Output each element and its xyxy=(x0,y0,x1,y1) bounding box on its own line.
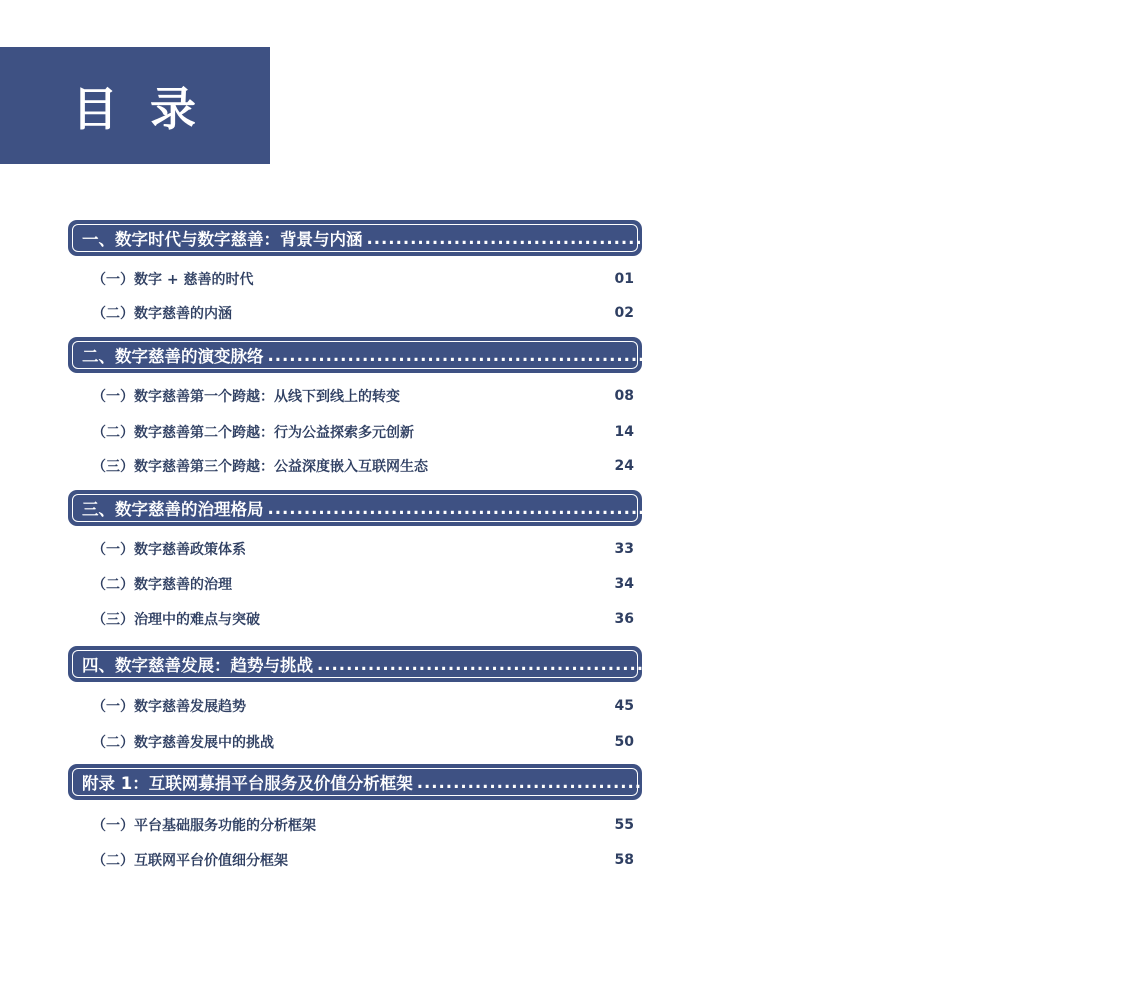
toc-leader-dots: .............................................................................................. xyxy=(366,228,1050,248)
toc-leader-dots: .............................................................................................. xyxy=(416,772,1100,792)
toc-section-2[interactable] xyxy=(68,337,979,373)
toc-item-label: （三）治理中的难点与突破 xyxy=(92,612,260,628)
toc-item-page: 58 xyxy=(614,852,634,868)
toc-item-2-2[interactable] xyxy=(92,419,634,445)
toc-item-label: （一）平台基础服务功能的分析框架 xyxy=(92,818,316,834)
toc-leader-dots: .............................................................................................. xyxy=(267,345,951,365)
toc-item-label: （一）数字慈善发展趋势 xyxy=(92,699,246,715)
toc-item-page: 34 xyxy=(614,576,634,592)
toc-section-1[interactable] xyxy=(68,220,1078,256)
toc-item-2-1[interactable] xyxy=(92,383,634,409)
toc-section-page: 45 xyxy=(1004,654,1028,674)
toc-item-page: 02 xyxy=(614,305,634,321)
toc-item-page: 14 xyxy=(614,424,634,440)
toc-section-label: 附录 1：互联网募捐平台服务及价值分析框架 xyxy=(82,774,413,793)
toc-item-label: （一）数字 + 慈善的时代 xyxy=(92,272,254,288)
toc-item-3-2[interactable] xyxy=(92,571,634,597)
toc-section-page: 33 xyxy=(954,498,979,518)
toc-item-4-2[interactable] xyxy=(92,729,634,755)
toc-item-label: （一）数字慈善政策体系 xyxy=(92,542,246,558)
toc-item-3-1[interactable] xyxy=(92,536,634,562)
toc-section-page: 01 xyxy=(1053,228,1078,248)
toc-item-page: 45 xyxy=(614,698,634,714)
toc-section-appendix[interactable] xyxy=(68,764,1128,800)
toc-item-5-1[interactable] xyxy=(92,812,634,838)
toc-item-4-1[interactable] xyxy=(92,693,634,719)
toc-item-page: 08 xyxy=(614,388,634,404)
toc-item-label: （二）互联网平台价值细分框架 xyxy=(92,853,288,869)
toc-item-page: 36 xyxy=(614,611,634,627)
toc-section-page: 55 xyxy=(1103,772,1128,792)
toc-leader-dots: .............................................................................................. xyxy=(317,654,1001,674)
toc-item-page: 24 xyxy=(614,458,634,474)
toc-item-5-2[interactable] xyxy=(92,847,634,873)
page-title: 目录 xyxy=(72,81,228,136)
toc-section-page: 07 xyxy=(954,345,979,365)
toc-section-label: 一、数字时代与数字慈善：背景与内涵 xyxy=(82,230,363,249)
toc-section-label: 三、数字慈善的治理格局 xyxy=(82,500,264,519)
toc-item-2-3[interactable] xyxy=(92,453,634,479)
toc-item-label: （二）数字慈善的治理 xyxy=(92,577,232,593)
toc-section-3[interactable] xyxy=(68,490,979,526)
toc-item-page: 33 xyxy=(614,541,634,557)
toc-leader-dots: .............................................................................................. xyxy=(267,498,951,518)
toc-item-page: 50 xyxy=(614,734,634,750)
toc-item-label: （三）数字慈善第三个跨越：公益深度嵌入互联网生态 xyxy=(92,459,428,475)
toc-item-page: 01 xyxy=(614,271,634,287)
toc-item-page: 55 xyxy=(614,817,634,833)
toc-item-label: （二）数字慈善第二个跨越：行为公益探索多元创新 xyxy=(92,425,414,441)
toc-item-label: （二）数字慈善的内涵 xyxy=(92,306,232,322)
toc-section-label: 二、数字慈善的演变脉络 xyxy=(82,347,264,366)
toc-item-1-2[interactable] xyxy=(92,300,634,326)
toc-item-1-1[interactable] xyxy=(92,266,634,292)
toc-item-3-3[interactable] xyxy=(92,606,634,632)
toc-item-label: （二）数字慈善发展中的挑战 xyxy=(92,735,274,751)
toc-section-label: 四、数字慈善发展：趋势与挑战 xyxy=(82,656,313,675)
toc-section-4[interactable] xyxy=(68,646,1028,682)
toc-item-label: （一）数字慈善第一个跨越：从线下到线上的转变 xyxy=(92,389,400,405)
